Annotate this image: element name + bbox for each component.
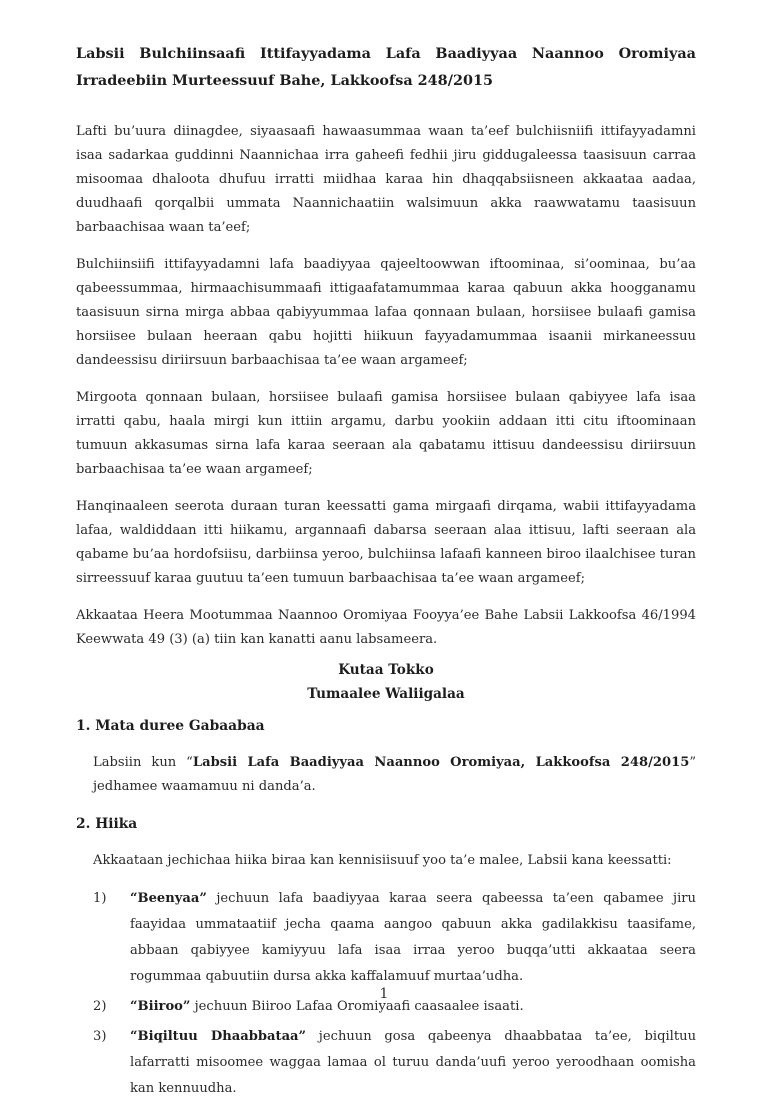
section-2-intro: Akkaataan jechichaa hiika biraa kan kennisiisuuf yoo ta’e malee, Labsii kana keessatti: xyxy=(93,853,672,869)
section-1-tail: ” jedhamee waamamuu ni danda’a. xyxy=(93,755,697,795)
part-subtitle: Tumaalee Waliigalaa xyxy=(307,686,465,702)
definition-text: jechuun Biiroo Lafaa Oromiyaafi caasaalee isaati. xyxy=(190,999,524,1015)
definition-number: 2) xyxy=(93,999,107,1015)
preamble-paragraph-4: Hanqinaaleen seerota duraan turan keessatti gama mirgaafi dirqama, wabii ittifayyadama lafaa, waldiddaan itti hiikamu, argannaafi dabarsa seeraan alaa ittisuu, lafti seeraan ala qabame bu’aa hordofsiisu, darbiinsa yeroo, bulchiinsa lafaafi kanneen biroo ilaalchisee turan sirreessuuf karaa guutuu ta’een tumuun barbaachisaa ta’ee waan argameef; xyxy=(76,499,696,586)
preamble-paragraph-1: Lafti bu’uura diinagdee, siyaasaafi hawaasummaa waan ta’eef bulchiisniifi ittifayyadamni isaa sadarkaa guddinni Naannichaa irra gaheefi fedhii jiru giddugaleessa taasisuun carraa misoomaa dhaloota dhufuu irratti miidhaa karaa hin dhaqqabsiisneen akkaataa aadaa, duudhaafi qorqalbii ummata Naannichaatiin walsimuun akka raawwatamu taasisuun barbaachisaa waan ta’eef; xyxy=(76,124,696,235)
preamble-paragraph-3: Mirgoota qonnaan bulaan, horsiisee bulaafi gamisa horsiisee bulaan qabiyyee lafa isaa irratti qabu, haala mirgi kun ittiin argamu, darbu yookiin addaan itti citu iftoominaan tumuun akkasumas sirna lafa karaa seeraan ala qabatamu ittisuu dandeessisu diriirsuun barbaachisaa ta’ee waan argameef; xyxy=(76,390,696,477)
document-title: Labsii Bulchiinsaafi Ittifayyadama Lafa Baadiyyaa Naannoo Oromiyaa Irradeebiin Murteessuuf Bahe, Lakkoofsa 248/2015 xyxy=(76,45,696,89)
definition-number: 3) xyxy=(93,1029,107,1045)
section-2-heading: 2. Hiika xyxy=(76,816,138,833)
section-1-law-name: Labsii Lafa Baadiyyaa Naannoo Oromiyaa, Lakkoofsa 248/2015 xyxy=(192,755,690,771)
part-heading: Kutaa Tokko xyxy=(338,662,434,678)
preamble-paragraph-5: Akkaataa Heera Mootummaa Naannoo Oromiyaa Fooyya’ee Bahe Labsii Lakkoofsa 46/1994 Keewwata 49 (3) (a) tiin kan kanatti aanu labsameera. xyxy=(76,608,696,647)
section-1-heading: 1. Mata duree Gabaabaa xyxy=(76,718,265,734)
document-page xyxy=(76,40,696,1102)
definition-text: jechuun gosa qabeenya dhaabbataa ta’ee, biqiltuu lafarratti misoomee waggaa lamaa ol turuu danda’uufi yeroo yeroodhaan oomisha kan kennuudha. xyxy=(130,1029,696,1097)
section-1-lead: Labsiin kun “ xyxy=(93,755,193,771)
section-1-body xyxy=(93,751,696,799)
definition-term: “Biiroo” xyxy=(130,999,191,1015)
definition-text: jechuun lafa baadiyyaa karaa seera qabeessa ta’een qabamee jiru faayidaa ummataatiif jecha qaama aangoo qabuun akka gadilakkisu taasifame, abbaan qabiyyee kamiyyuu lafa isaa irraa yeroo buqqa’utti akkaataa seera rogummaa qabuutiin dursa akka kaffalamuuf murtaa’udha. xyxy=(130,891,696,985)
definition-number: 1) xyxy=(93,891,107,907)
definition-item xyxy=(93,886,696,990)
definition-term: “Beenyaa” xyxy=(130,891,207,907)
page-number: 1 xyxy=(379,986,389,1002)
preamble-paragraph-2: Bulchiinsiifi ittifayyadamni lafa baadiyyaa qajeeltoowwan iftoominaa, si’oominaa, bu’aa qabeessummaa, hirmaachisummaafi ittigaafatamummaa karaa qabuun akka hoogganamu taasisuun sirna mirga abbaa qabiyyummaa lafaa qonnaan bulaan, horsiisee bulaafi gamisa horsiisee bulaan heeraan qabu hojitti hiikuun fayyadamummaa isaanii mirkaneessuu dandeessisu diriirsuun barbaachisaa ta’ee waan argameef; xyxy=(76,257,696,368)
definition-term: “Biqiltuu Dhaabbataa” xyxy=(130,1029,307,1045)
definition-item xyxy=(93,1024,696,1102)
